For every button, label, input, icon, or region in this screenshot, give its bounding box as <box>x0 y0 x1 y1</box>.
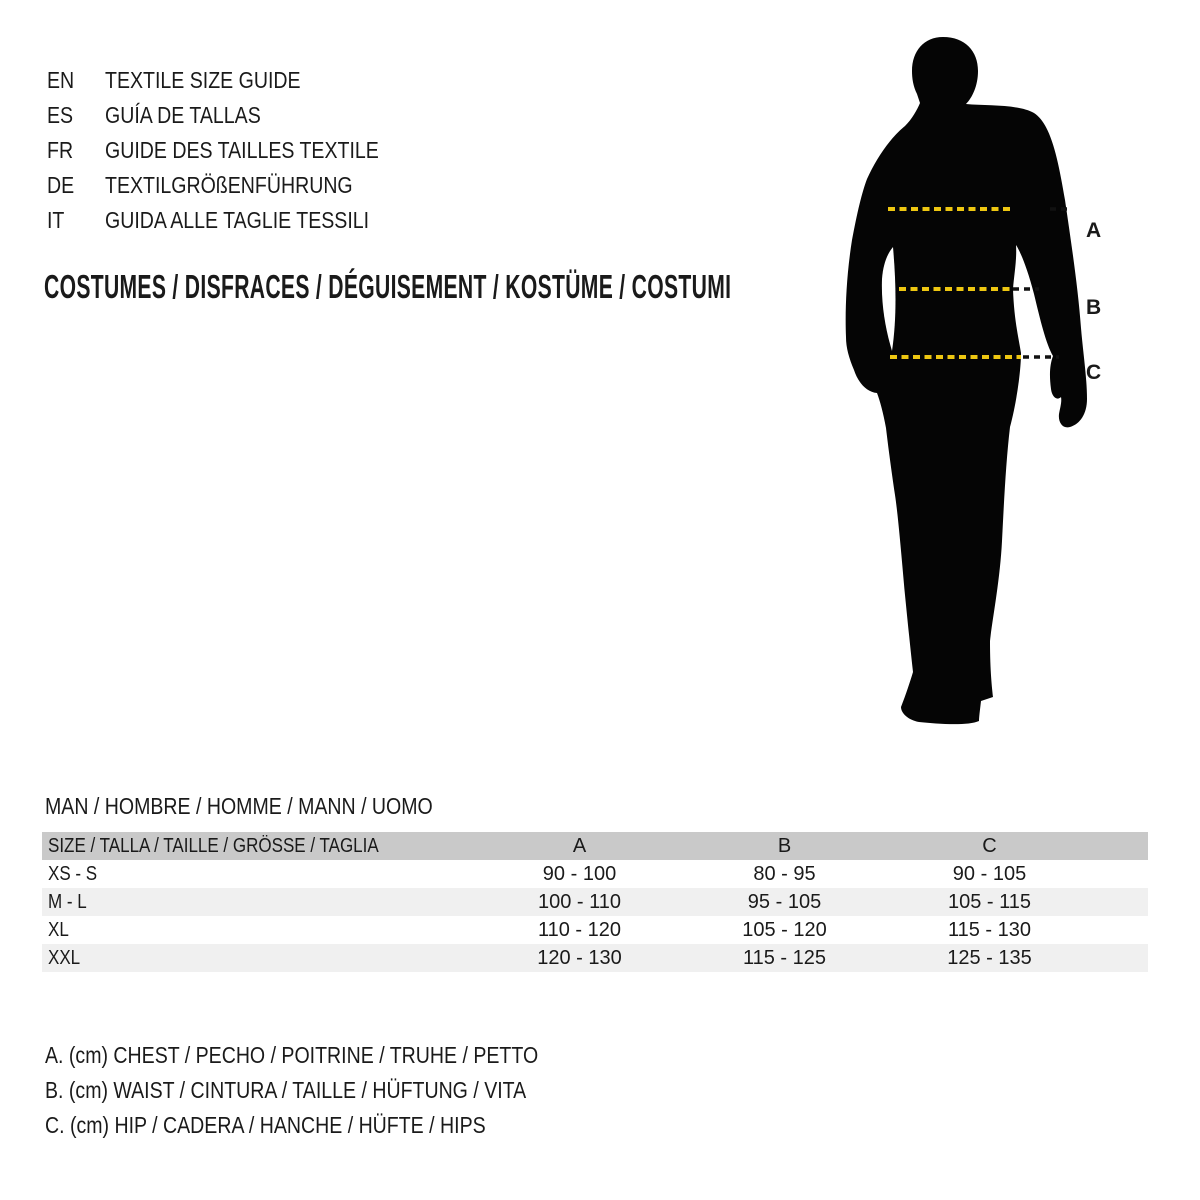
spacer-cell <box>1092 916 1148 944</box>
hip-range-cell: 115 - 130 <box>947 918 1032 941</box>
language-title: TEXTILGRÖßENFÜHRUNG <box>105 172 353 198</box>
table-row <box>42 916 1148 944</box>
legend-line-hip: C. (cm) HIP / CADERA / HANCHE / HÜFTE / HIPS <box>45 1112 486 1138</box>
spacer-cell <box>1092 860 1148 888</box>
man-silhouette-graphic <box>820 20 1200 780</box>
language-code: EN <box>47 67 75 93</box>
hip-range-cell: 90 - 105 <box>952 862 1027 885</box>
table-row <box>42 888 1148 916</box>
size-column-header: SIZE / TALLA / TAILLE / GRÖSSE / TAGLIA <box>48 834 379 857</box>
language-code: IT <box>47 207 65 233</box>
hip-range-cell: 105 - 115 <box>947 890 1032 913</box>
language-code: ES <box>47 102 74 128</box>
table-row <box>42 860 1148 888</box>
column-header-c: C <box>982 834 997 857</box>
measure-label-b: B <box>1086 296 1102 319</box>
chest-range-cell: 120 - 130 <box>537 946 622 969</box>
legend-line-waist: B. (cm) WAIST / CINTURA / TAILLE / HÜFTUNG / VITA <box>45 1077 527 1103</box>
table-row <box>42 944 1148 972</box>
waist-range-cell: 115 - 125 <box>742 946 827 969</box>
size-cell: XXL <box>48 946 81 969</box>
language-title: GUIDE DES TAILLES TEXTILE <box>105 137 379 163</box>
waist-range-cell: 105 - 120 <box>742 918 827 941</box>
column-header-b: B <box>777 834 792 857</box>
chest-range-cell: 100 - 110 <box>537 890 622 913</box>
language-title: GUIDA ALLE TAGLIE TESSILI <box>105 207 370 233</box>
language-title: GUÍA DE TALLAS <box>105 102 261 128</box>
language-title: TEXTILE SIZE GUIDE <box>105 67 301 93</box>
size-table <box>42 832 1148 972</box>
hip-range-cell: 125 - 135 <box>947 946 1032 969</box>
section-title-man: MAN / HOMBRE / HOMME / MANN / UOMO <box>45 793 433 819</box>
waist-range-cell: 80 - 95 <box>753 862 816 885</box>
waist-range-cell: 95 - 105 <box>747 890 822 913</box>
man-silhouette <box>846 37 1087 724</box>
spacer-cell <box>1092 888 1148 916</box>
measure-label-c: C <box>1086 361 1102 384</box>
language-code: DE <box>47 172 75 198</box>
size-cell: XS - S <box>48 862 98 885</box>
chest-range-cell: 110 - 120 <box>537 918 622 941</box>
size-figure <box>820 20 1200 780</box>
column-header-a: A <box>572 834 587 857</box>
header-spacer-cell <box>1092 832 1148 860</box>
measure-label-a: A <box>1086 219 1102 242</box>
category-heading: COSTUMES / DISFRACES / DÉGUISEMENT / KOSTÜME / COSTUMI <box>44 268 732 305</box>
size-cell: XL <box>48 918 69 941</box>
legend-line-chest: A. (cm) CHEST / PECHO / POITRINE / TRUHE / PETTO <box>45 1042 539 1068</box>
chest-range-cell: 90 - 100 <box>542 862 617 885</box>
language-code: FR <box>47 137 74 163</box>
spacer-cell <box>1092 944 1148 972</box>
size-table-header-row <box>42 832 1148 860</box>
size-cell: M - L <box>48 890 87 913</box>
